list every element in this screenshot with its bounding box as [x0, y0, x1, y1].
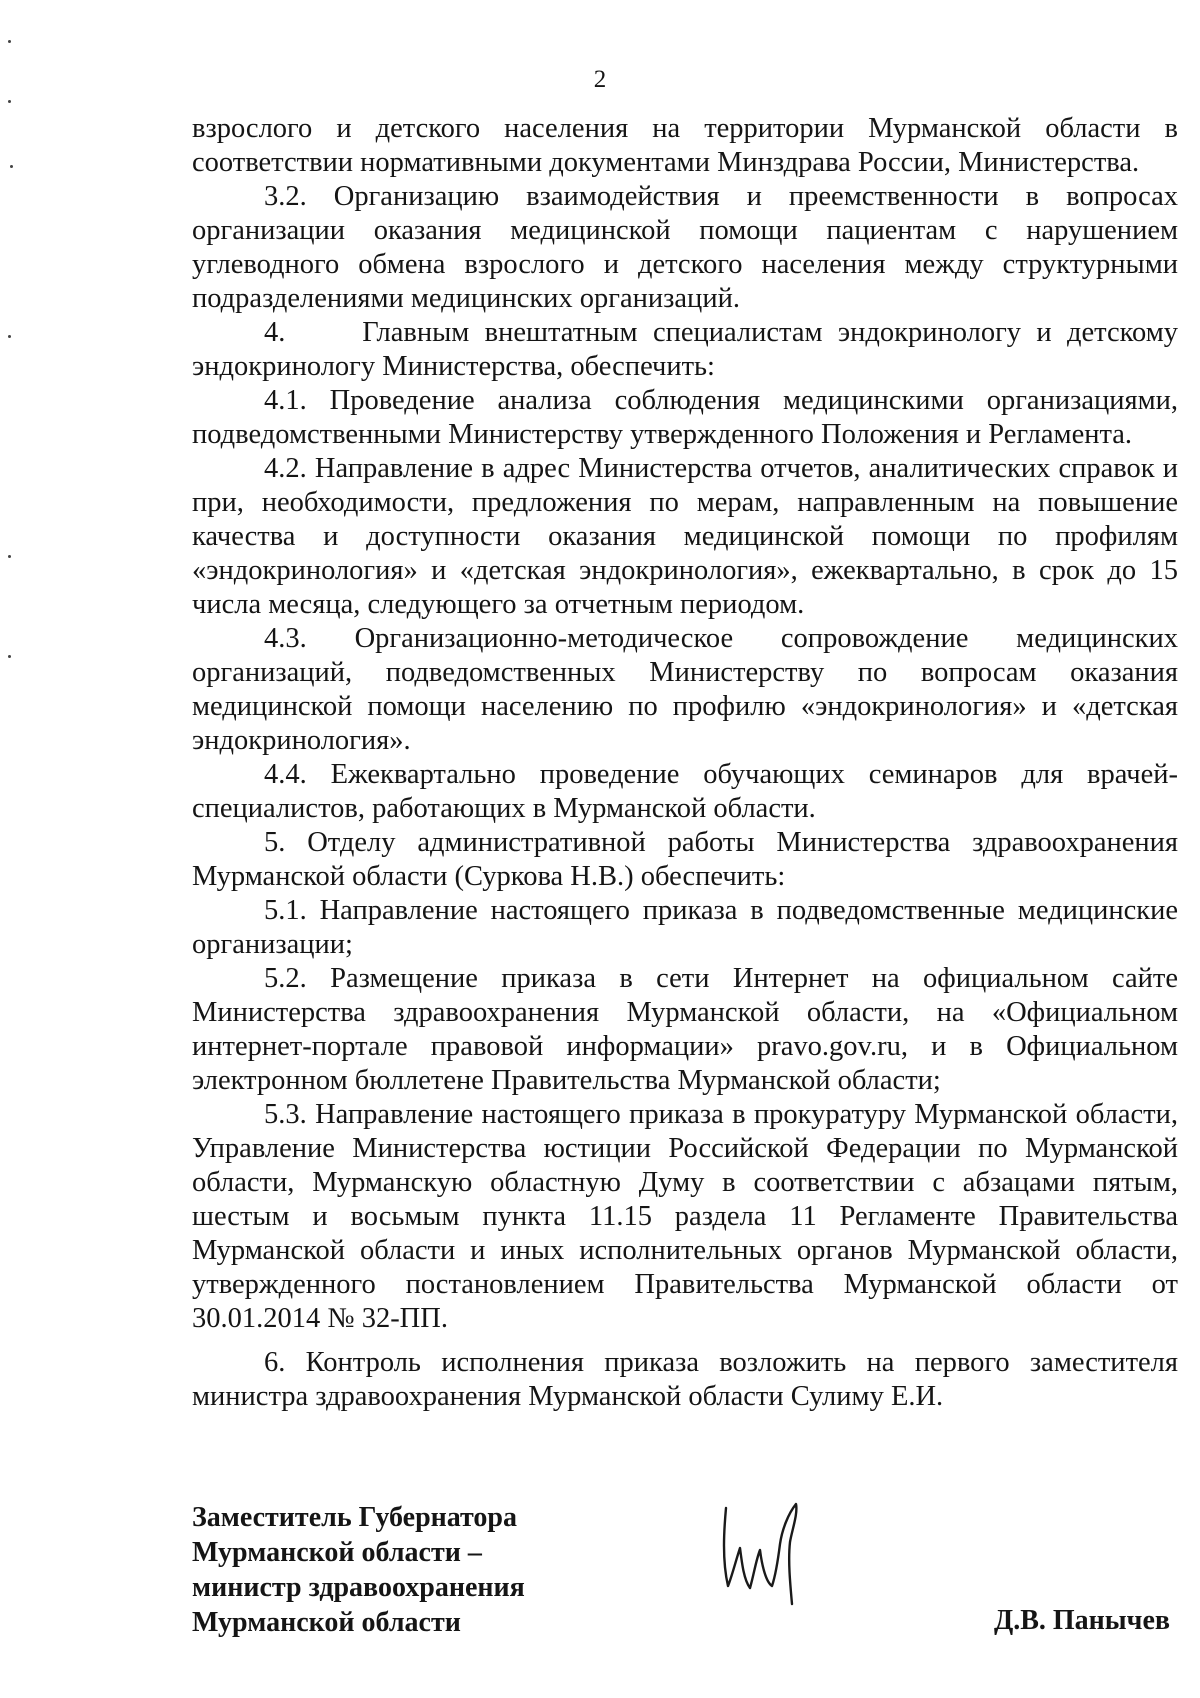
- paragraph-4: 4. Главным внештатным специалистам эндокринологу и детскому эндокринологу Министерства, обеспечить:: [192, 317, 1186, 382]
- scan-artifact: [10, 165, 13, 168]
- paragraph-5-1: 5.1. Направление настоящего приказа в подведомственные медицинские организации;: [192, 895, 1178, 960]
- page-number: 2: [593, 66, 607, 93]
- paragraph-5-3: 5.3. Направление настоящего приказа в прокуратуру Мурманской области, Управление Министерства юстиции Российской Федерации по Мурманской области, Мурманскую областную Думу в соответствии с абзацами пятым, шестым и восьмым пункта 11.15 раздела 11 Регламенте Правительства Мурманской области и иных исполнительных органов Мурманской области, утвержденного постановлением Правительства Мурманской области от 30.01.2014 № 32-ПП.: [192, 1099, 1178, 1334]
- scan-artifact: [8, 555, 11, 558]
- paragraph-6: 6. Контроль исполнения приказа возложить на первого заместителя министра здравоохранения Мурманской области Сулиму Е.И.: [192, 1347, 1178, 1412]
- scan-artifact: [8, 335, 11, 338]
- scan-artifact: [8, 655, 11, 658]
- handwritten-signature: [712, 1490, 822, 1610]
- paragraph-5: 5. Отделу административной работы Министерства здравоохранения Мурманской области (Суркова Н.В.) обеспечить:: [192, 827, 1178, 892]
- paragraph-4-3: 4.3. Организационно-методическое сопровождение медицинских организаций, подведомственных Министерству по вопросам оказания медицинской помощи населению по профилю «эндокринология» и «детская эндокринология».: [192, 623, 1178, 756]
- document-body: [192, 112, 1186, 1414]
- position-line: министр здравоохранения: [192, 1572, 525, 1603]
- position-line: Мурманской области –: [192, 1537, 482, 1568]
- paragraph-3-2: 3.2. Организацию взаимодействия и преемственности в вопросах организации оказания медицинской помощи пациентам с нарушением углеводного обмена взрослого и детского населения между структурными подразделениями медицинских организаций.: [192, 181, 1178, 314]
- scan-artifact: [8, 100, 11, 103]
- position-line: Мурманской области: [192, 1607, 461, 1638]
- paragraph-4-1: 4.1. Проведение анализа соблюдения медицинскими организациями, подведомственными Министерству утвержденного Положения и Регламента.: [192, 385, 1178, 450]
- signatory-position: [192, 1500, 525, 1640]
- paragraph-5-2: 5.2. Размещение приказа в сети Интернет на официальном сайте Министерства здравоохранения Мурманской области, на «Официальном интернет-портале правовой информации» pravo.gov.ru, и в Официальном электронном бюллетене Правительства Мурманской области;: [192, 963, 1178, 1096]
- scan-artifact: [8, 40, 11, 43]
- position-line: Заместитель Губернатора: [192, 1502, 518, 1533]
- paragraph-4-2: 4.2. Направление в адрес Министерства отчетов, аналитических справок и при, необходимости, предложения по мерам, направленным на повышение качества и доступности оказания медицинской помощи по профилям «эндокринология» и «детская эндокринология», ежеквартально, в срок до 15 числа месяца, следующего за отчетным периодом.: [192, 453, 1178, 620]
- paragraph-4-4: 4.4. Ежеквартально проведение обучающих семинаров для врачей-специалистов, работающих в Мурманской области.: [192, 759, 1178, 824]
- signer-name: Д.В. Панычев: [993, 1605, 1170, 1636]
- paragraph-continuation: взрослого и детского населения на территории Мурманской области в соответствии нормативными документами Минздрава России, Министерства.: [192, 113, 1178, 178]
